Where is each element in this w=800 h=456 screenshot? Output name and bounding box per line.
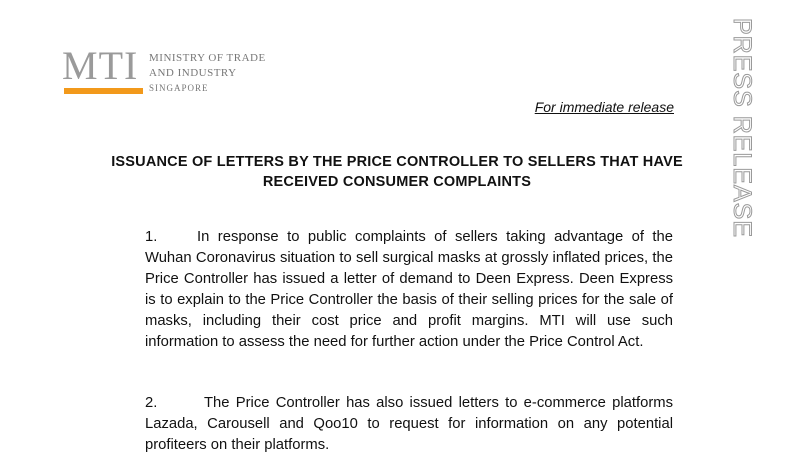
ministry-name-line-1: MINISTRY OF TRADE — [149, 52, 266, 64]
ministry-name-line-3: SINGAPORE — [149, 83, 209, 93]
logo-mark: MTI — [62, 43, 139, 88]
press-release-text: PRESS RELEASE — [728, 18, 756, 239]
document-title: ISSUANCE OF LETTERS BY THE PRICE CONTROLLER TO SELLERS THAT HAVE RECEIVED CONSUMER COMPLAINTS — [111, 154, 683, 190]
ministry-name — [149, 51, 266, 95]
press-release-side-label — [727, 18, 757, 250]
paragraph-1-number: 1. — [145, 229, 158, 245]
ministry-name-line-2: AND INDUSTRY — [149, 67, 237, 79]
paragraph-1 — [145, 227, 673, 353]
logo-orange-bar — [64, 88, 143, 94]
mti-logo — [62, 43, 292, 98]
release-line: For immediate release — [534, 99, 674, 115]
paragraph-2 — [145, 393, 673, 456]
paragraph-2-number: 2. — [145, 395, 158, 411]
paragraph-1-text: In response to public complaints of sellers taking advantage of the Wuhan Coronavirus situation to sell surgical masks at grossly inflated prices, the Price Controller has issued a letter of demand to Deen Express. Deen Express is to explain to the Price Controller the basis of their selling prices for the sale of masks, including their cost price and profit margins. MTI will use such information to assess the need for further action under the Price Control Act. — [145, 229, 673, 350]
paragraph-2-text: The Price Controller has also issued letters to e-commerce platforms Lazada, Carousell and Qoo10 to request for information on any potential profiteers on their platforms. — [145, 395, 673, 453]
